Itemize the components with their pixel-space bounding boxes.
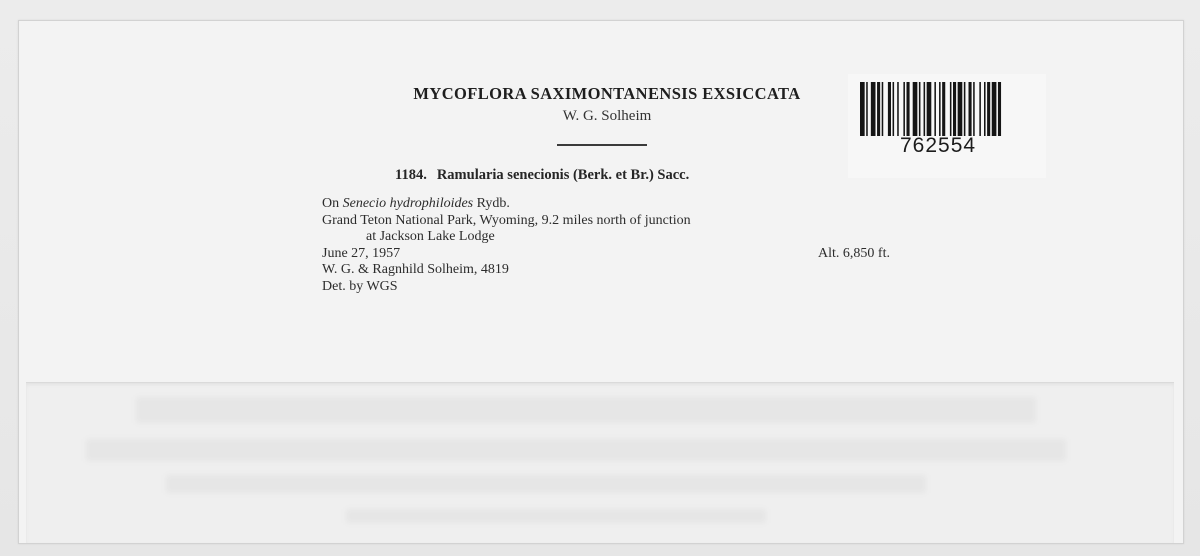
collectors: W. G. & Ragnhild Solheim, 4819 <box>322 262 509 277</box>
entry-number: 1184. <box>395 167 427 183</box>
series-editor: W. G. Solheim <box>562 108 652 124</box>
host-name: Senecio hydrophiloides <box>342 196 474 211</box>
host-author: Rydb. <box>476 196 510 211</box>
altitude: Alt. 6,850 ft. <box>818 245 890 261</box>
specimen-label <box>300 70 920 320</box>
barcode-number: 762554 <box>900 134 977 157</box>
locality-line-2: at Jackson Lake Lodge <box>366 229 495 244</box>
collection-details <box>322 196 890 295</box>
barcode-label <box>848 74 1046 178</box>
packet-flap <box>26 382 1174 543</box>
date-altitude-line <box>322 246 890 263</box>
barcode-icon <box>860 82 1034 136</box>
species-name: Ramularia senecionis (Berk. et Br.) Sacc. <box>436 167 690 183</box>
host-line <box>322 196 890 213</box>
collection-date: June 27, 1957 <box>322 245 401 261</box>
locality-line-1: Grand Teton National Park, Wyoming, 9.2 miles north of junction <box>322 212 691 228</box>
species-entry <box>395 167 689 184</box>
divider-rule <box>557 144 647 146</box>
determiner: Det. by WGS <box>322 278 398 294</box>
host-prefix: On <box>322 196 340 211</box>
series-title: MYCOFLORA SAXIMONTANENSIS EXSICCATA <box>413 84 801 103</box>
